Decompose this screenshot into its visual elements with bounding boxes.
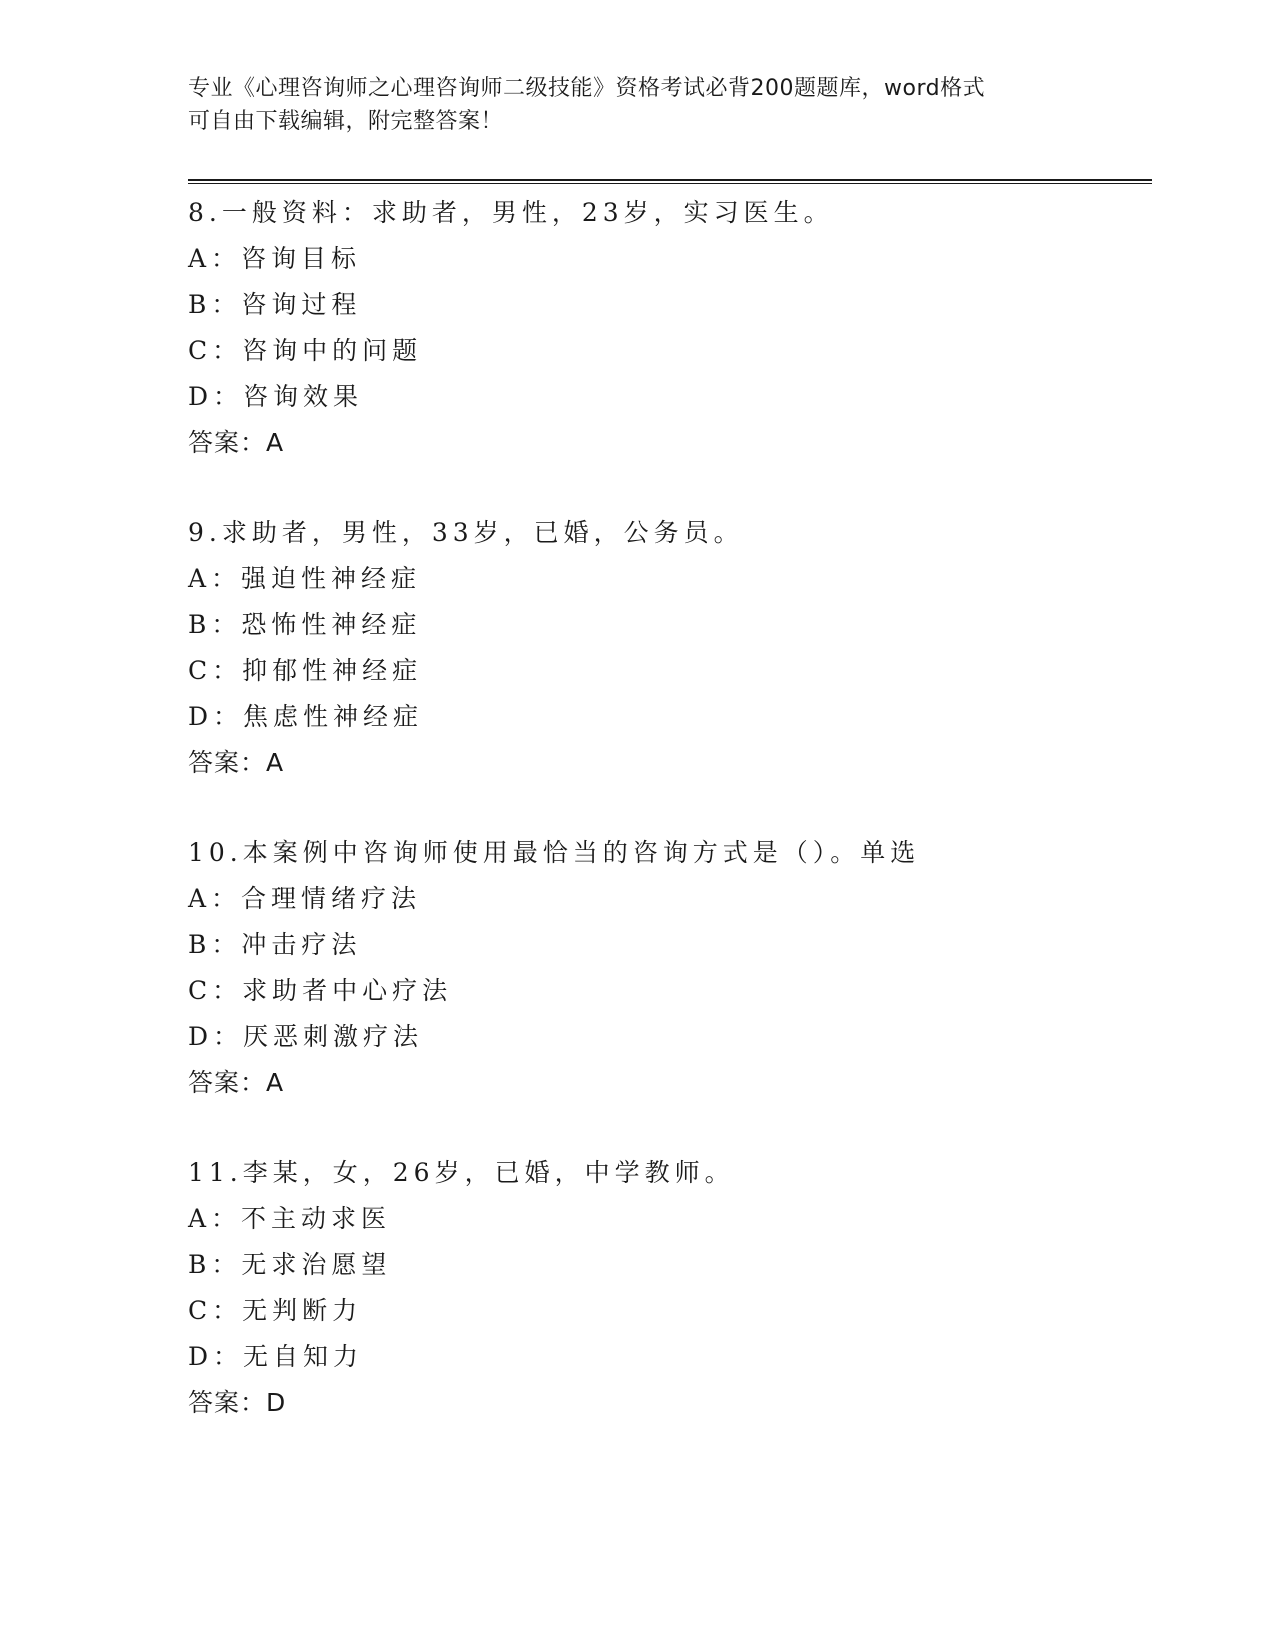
question-9 xyxy=(188,510,1152,786)
option-d: D：焦虑性神经症 xyxy=(188,702,424,731)
option-a: A：咨询目标 xyxy=(188,244,362,273)
option-c: C：抑郁性神经症 xyxy=(188,656,423,685)
question-8 xyxy=(188,190,1152,466)
option-c: C：无判断力 xyxy=(188,1296,363,1325)
answer: 答案：D xyxy=(188,1388,287,1417)
option-c: C：求助者中心疗法 xyxy=(188,976,453,1005)
header-line-2: 可自由下载编辑，附完整答案！ xyxy=(188,109,504,134)
option-d: D：无自知力 xyxy=(188,1342,364,1371)
option-a: A：不主动求医 xyxy=(188,1204,392,1233)
option-d: D：咨询效果 xyxy=(188,382,364,411)
question-stem: 9.求助者，男性，33岁，已婚，公务员。 xyxy=(188,518,744,547)
option-b: B：无求治愿望 xyxy=(188,1250,392,1279)
option-b: B：冲击疗法 xyxy=(188,930,362,959)
question-list xyxy=(188,190,1152,1470)
header-divider-thin xyxy=(188,183,1152,184)
question-11 xyxy=(188,1150,1152,1426)
option-a: A：强迫性神经症 xyxy=(188,564,422,593)
question-10 xyxy=(188,830,1152,1106)
answer: 答案：A xyxy=(188,428,285,457)
answer: 答案：A xyxy=(188,1068,285,1097)
header-line-1: 专业《心理咨询师之心理咨询师二级技能》资格考试必背200题题库，word格式 xyxy=(188,76,986,101)
option-b: B：恐怖性神经症 xyxy=(188,610,422,639)
option-b: B：咨询过程 xyxy=(188,290,362,319)
document-header xyxy=(188,72,1088,138)
option-d: D：厌恶刺激疗法 xyxy=(188,1022,424,1051)
header-divider-thick xyxy=(188,179,1152,181)
answer: 答案：A xyxy=(188,748,285,777)
question-stem: 11.李某，女，26岁，已婚，中学教师。 xyxy=(188,1158,735,1187)
question-stem: 8.一般资料：求助者，男性，23岁，实习医生。 xyxy=(188,198,834,227)
option-c: C：咨询中的问题 xyxy=(188,336,423,365)
question-stem: 10.本案例中咨询师使用最恰当的咨询方式是（）。单选 xyxy=(188,838,921,867)
option-a: A：合理情绪疗法 xyxy=(188,884,422,913)
